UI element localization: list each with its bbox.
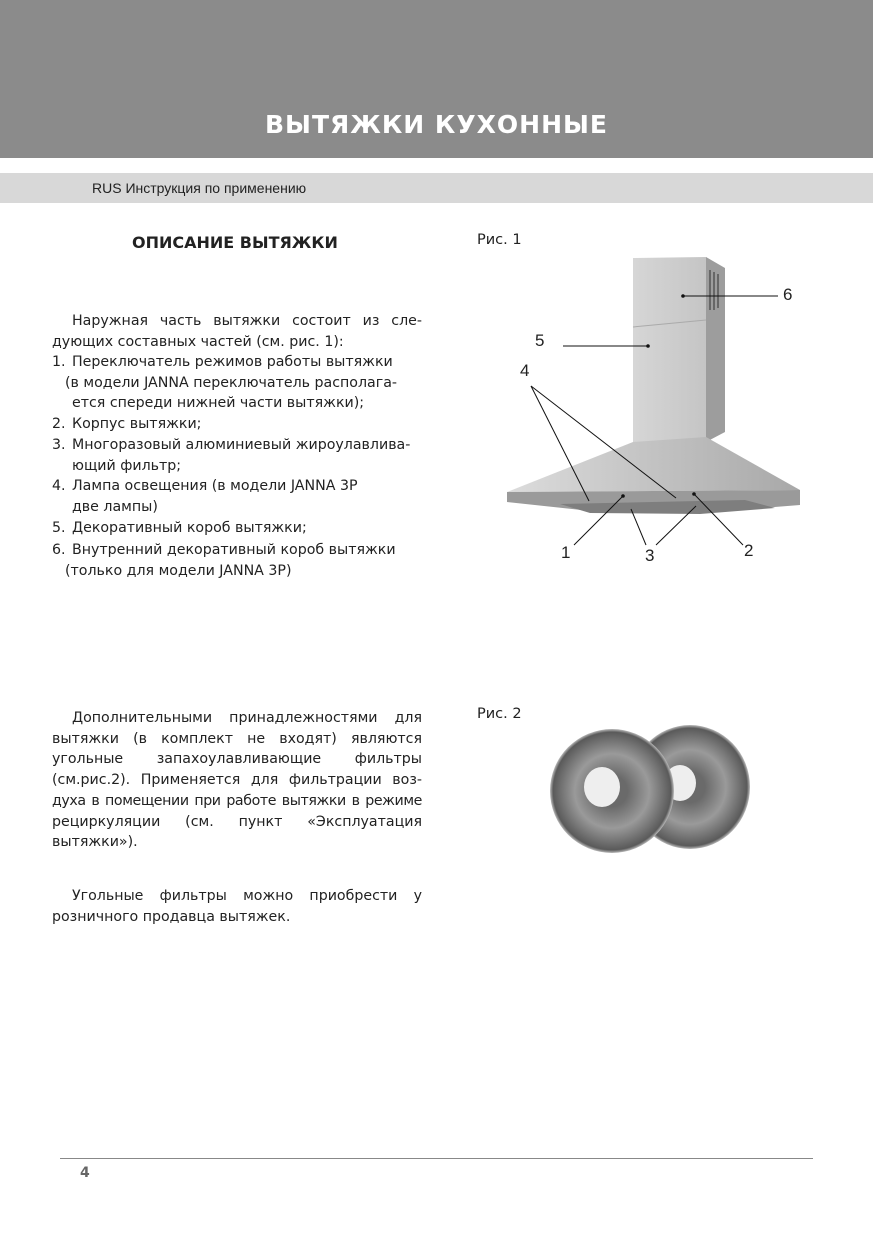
- item-number: 3.: [52, 436, 66, 453]
- text-line: духа в помещении при работе вытяжки в режиме: [52, 792, 422, 809]
- text-line: вытяжки (в комплект не входят) являются: [52, 730, 422, 747]
- callout-5: 5: [535, 331, 545, 350]
- callout-3: 3: [645, 546, 655, 565]
- text-line: угольные запахоулавливающие фильтры: [52, 751, 422, 768]
- page-title: ВЫТЯЖКИ КУХОННЫЕ: [265, 110, 608, 139]
- section-title: ОПИСАНИЕ ВЫТЯЖКИ: [132, 233, 338, 252]
- chimney: [633, 257, 718, 442]
- callout-4: 4: [520, 361, 530, 380]
- callout-1: 1: [561, 543, 571, 562]
- subheader-text: RUS Инструкция по применению: [92, 180, 307, 196]
- item-number: 2.: [52, 416, 66, 433]
- figure-1-label: Рис. 1: [477, 232, 522, 248]
- item-text: две лампы): [72, 498, 158, 515]
- item-text: Декоративный короб вытяжки;: [72, 519, 307, 536]
- item-number: 5.: [52, 519, 66, 536]
- page-number: 4: [80, 1165, 90, 1181]
- text-line: Дополнительными принадлежностями для: [72, 710, 422, 726]
- figure-2-label: Рис. 2: [477, 706, 522, 722]
- item-text: (в модели JANNA переключатель располага-: [65, 374, 398, 391]
- item-text: ется спереди нижней части вытяжки);: [72, 395, 365, 412]
- callout-6: 6: [783, 285, 793, 304]
- text-line: рециркуляции (см. пункт «Эксплуатация: [52, 813, 422, 830]
- text-line: розничного продавца вытяжек.: [52, 908, 291, 925]
- item-text: Переключатель режимов работы вытяжки: [72, 354, 393, 370]
- item-text: (только для модели JANNA 3P): [65, 563, 292, 580]
- item-text: Лампа освещения (в модели JANNA 3P: [72, 478, 358, 495]
- accessories-paragraph: [52, 708, 422, 853]
- purchase-paragraph: [52, 886, 422, 927]
- item-text: Корпус вытяжки;: [72, 416, 202, 433]
- text-line: вытяжки»).: [52, 834, 138, 851]
- item-number: 6.: [52, 542, 66, 559]
- footer-divider: [60, 1158, 813, 1159]
- text-line: (см.рис.2). Применяется для фильтрации воз-: [52, 772, 422, 789]
- item-number: 1.: [52, 354, 66, 370]
- text-line: Наружная часть вытяжки состоит из сле-: [72, 313, 422, 329]
- canopy: [507, 437, 800, 492]
- item-text: Внутренний декоративный короб вытяжки: [72, 542, 396, 559]
- callout-2: 2: [744, 541, 754, 560]
- text-line: дующих составных частей (см. рис. 1):: [52, 333, 344, 350]
- carbon-filters-illustration: [540, 725, 770, 855]
- item-text: Многоразовый алюминиевый жироулавлива-: [72, 436, 411, 453]
- item-text: ющий фильтр;: [72, 457, 182, 474]
- item-number: 4.: [52, 478, 66, 495]
- range-hood-illustration: [0, 0, 873, 620]
- text-line: Угольные фильтры можно приобрести у: [72, 888, 422, 904]
